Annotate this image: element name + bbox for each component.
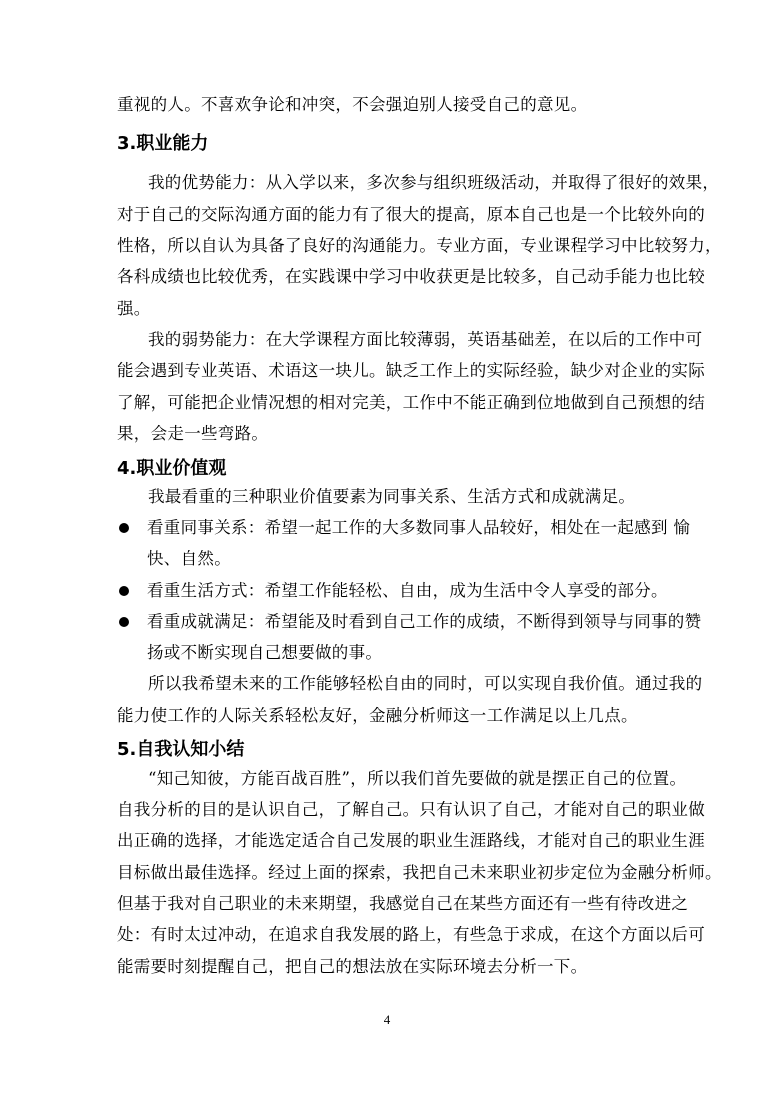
page-number: 4 — [383, 1012, 391, 1027]
section3-para1-line: 对于自己的交际沟通方面的能力有了很大的提高，原本自己也是一个比较外向的 — [117, 205, 705, 224]
section3-para2-line: 了解，可能把企业情况想的相对完美，工作中不能正确到位地做到自己预想的结 — [117, 393, 705, 412]
bullet-icon — [119, 586, 129, 596]
section4-conclusion-line: 能力使工作的人际关系轻松友好，金融分析师这一工作满足以上几点。 — [117, 706, 638, 725]
bullet-item-line: 快、自然。 — [147, 549, 231, 568]
section3-heading: 3.职业能力 — [117, 133, 209, 154]
bullet-icon — [119, 617, 129, 627]
bullet-item-line: 看重生活方式：希望工作能轻松、自由，成为生活中令人享受的部分。 — [147, 581, 668, 600]
section5-para-line: 目标做出最佳选择。经过上面的探索，我把自己未来职业初步定位为金融分析师。 — [117, 863, 722, 882]
section3-para1-line: 强。 — [117, 299, 151, 318]
bullet-icon — [119, 523, 129, 533]
section4-heading: 4.职业价值观 — [117, 458, 227, 479]
section3-para1-line: 性格，所以自认为具备了良好的沟通能力。专业方面，专业课程学习中比较努力， — [117, 236, 722, 255]
bullet-item-line: 看重成就满足：希望能及时看到自己工作的成绩，不断得到领导与同事的赞 — [147, 612, 702, 631]
section5-para-line: 出正确的选择，才能选定适合自己发展的职业生涯路线，才能对自己的职业生涯 — [117, 831, 705, 850]
section3-para2-line: 能会遇到专业英语、术语这一块儿。缺乏工作上的实际经验，缺少对企业的实际 — [117, 361, 705, 380]
section5-heading: 5.自我认知小结 — [117, 739, 245, 760]
section3-para1-line: 我的优势能力：从入学以来，多次参与组织班级活动，并取得了很好的效果， — [148, 173, 720, 192]
section5-para-line: 自我分析的目的是认识自己，了解自己。只有认识了自己，才能对自己的职业做 — [117, 800, 705, 819]
section3-para2-line: 果，会走一些弯路。 — [117, 424, 269, 443]
section5-para-line: 能需要时刻提醒自己，把自己的想法放在实际环境去分析一下。 — [117, 957, 588, 976]
bullet-item-line: 扬或不断实现自己想要做的事。 — [147, 643, 383, 662]
section3-para1-line: 各科成绩也比较优秀，在实践课中学习中收获更是比较多，自己动手能力也比较 — [117, 267, 705, 286]
intro-line: 重视的人。不喜欢争论和冲突，不会强迫别人接受自己的意见。 — [117, 95, 588, 114]
section4-conclusion-line: 所以我希望未来的工作能够轻松自由的同时，可以实现自我价值。通过我的 — [148, 674, 703, 693]
bullet-item-line: 看重同事关系：希望一起工作的大多数同事人品较好，相处在一起感到 愉 — [147, 518, 691, 537]
section5-para-line: 处：有时太过冲动，在追求自我发展的路上，有些急于求成，在这个方面以后可 — [117, 925, 705, 944]
section5-para-line: 但基于我对自己职业的未来期望，我感觉自己在某些方面还有一些有待改进之 — [117, 894, 689, 913]
section3-para2-line: 我的弱势能力：在大学课程方面比较薄弱，英语基础差，在以后的工作中可 — [148, 330, 703, 349]
section4-intro: 我最看重的三种职业价值要素为同事关系、生活方式和成就满足。 — [148, 487, 636, 506]
section5-para-line: “知己知彼，方能百战百胜”，所以我们首先要做的就是摆正自己的位置。 — [148, 769, 687, 788]
